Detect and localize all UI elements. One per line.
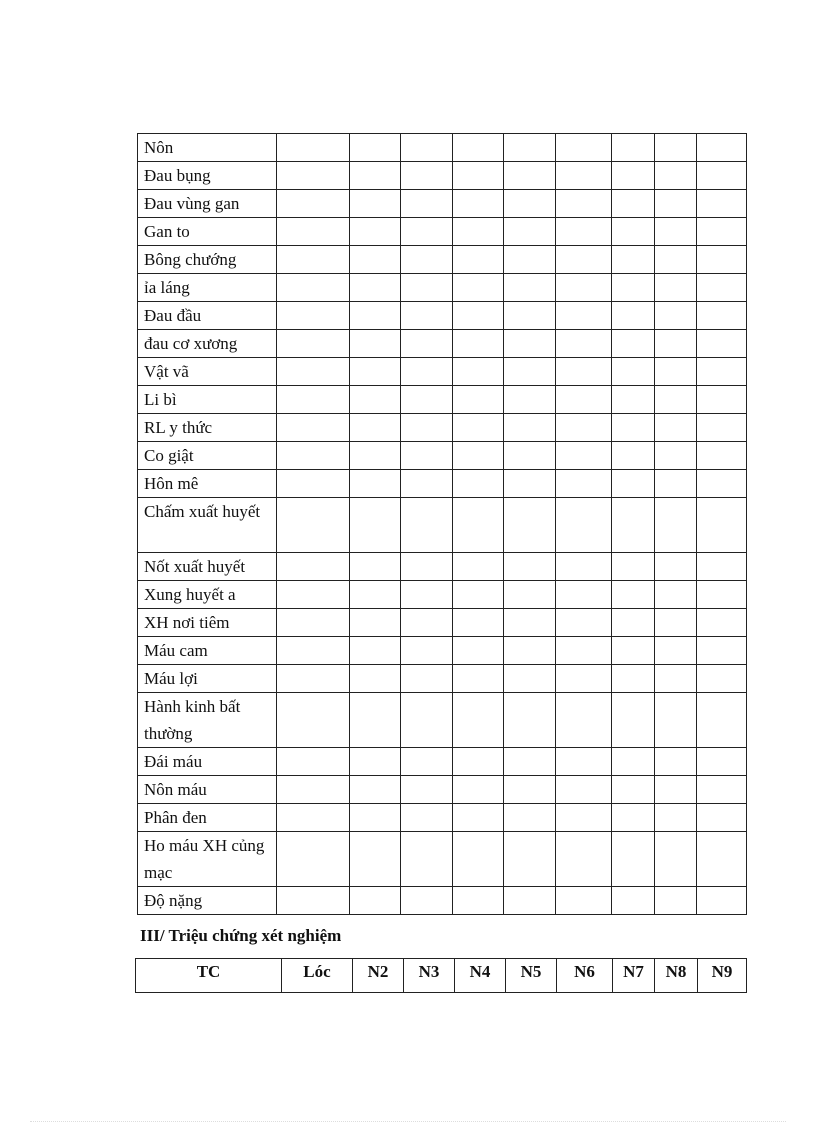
day-cell[interactable] (612, 608, 655, 636)
day-cell[interactable] (697, 747, 747, 775)
symptom-label: Độ nặng (138, 886, 277, 914)
day-cell[interactable] (504, 552, 556, 580)
day-cell[interactable] (277, 358, 350, 386)
day-cell[interactable] (453, 831, 504, 886)
day-cell[interactable] (277, 831, 350, 886)
symptom-label: Đau bụng (138, 162, 277, 190)
day-cell[interactable] (612, 747, 655, 775)
day-cell[interactable] (277, 498, 350, 553)
day-cell[interactable] (401, 886, 453, 914)
table-row (138, 330, 747, 358)
day-cell[interactable] (556, 664, 612, 692)
day-cell[interactable] (556, 414, 612, 442)
day-cell[interactable] (697, 831, 747, 886)
symptom-label: Hôn mê (138, 470, 277, 498)
day-cell[interactable] (277, 775, 350, 803)
day-cell[interactable] (504, 608, 556, 636)
day-cell[interactable] (655, 246, 697, 274)
day-cell[interactable] (350, 775, 401, 803)
table-row (138, 692, 747, 747)
table-row (138, 803, 747, 831)
day-cell[interactable] (350, 747, 401, 775)
day-cell[interactable] (453, 552, 504, 580)
day-cell[interactable] (453, 134, 504, 162)
day-cell[interactable] (612, 274, 655, 302)
table-row (138, 246, 747, 274)
day-cell[interactable] (655, 692, 697, 747)
table-row (138, 636, 747, 664)
day-cell[interactable] (504, 274, 556, 302)
day-cell[interactable] (350, 358, 401, 386)
lab-header-cell: N2 (353, 959, 404, 993)
day-cell[interactable] (401, 580, 453, 608)
day-cell[interactable] (612, 552, 655, 580)
day-cell[interactable] (504, 358, 556, 386)
day-cell[interactable] (504, 775, 556, 803)
day-cell[interactable] (612, 692, 655, 747)
day-cell[interactable] (697, 886, 747, 914)
day-cell[interactable] (697, 775, 747, 803)
day-cell[interactable] (697, 692, 747, 747)
day-cell[interactable] (504, 386, 556, 414)
day-cell[interactable] (277, 608, 350, 636)
day-cell[interactable] (277, 274, 350, 302)
day-cell[interactable] (612, 134, 655, 162)
symptom-label: Co giật (138, 442, 277, 470)
table-row (138, 580, 747, 608)
day-cell[interactable] (612, 580, 655, 608)
symptom-label: Máu lợi (138, 664, 277, 692)
day-cell[interactable] (556, 274, 612, 302)
day-cell[interactable] (504, 442, 556, 470)
day-cell[interactable] (556, 831, 612, 886)
day-cell[interactable] (556, 442, 612, 470)
day-cell[interactable] (350, 552, 401, 580)
day-cell[interactable] (697, 414, 747, 442)
day-cell[interactable] (655, 498, 697, 553)
day-cell[interactable] (453, 886, 504, 914)
day-cell[interactable] (612, 218, 655, 246)
day-cell[interactable] (401, 498, 453, 553)
day-cell[interactable] (277, 552, 350, 580)
day-cell[interactable] (350, 414, 401, 442)
day-cell[interactable] (697, 442, 747, 470)
day-cell[interactable] (655, 552, 697, 580)
day-cell[interactable] (504, 246, 556, 274)
day-cell[interactable] (655, 831, 697, 886)
section-heading: III/ Triệu chứng xét nghiệm (140, 926, 342, 945)
day-cell[interactable] (612, 831, 655, 886)
day-cell[interactable] (401, 831, 453, 886)
day-cell[interactable] (612, 302, 655, 330)
day-cell[interactable] (697, 552, 747, 580)
symptom-label: đau cơ xương (138, 330, 277, 358)
day-cell[interactable] (277, 414, 350, 442)
day-cell[interactable] (401, 775, 453, 803)
day-cell[interactable] (697, 386, 747, 414)
day-cell[interactable] (556, 692, 612, 747)
day-cell[interactable] (277, 692, 350, 747)
day-cell[interactable] (504, 414, 556, 442)
table-row (138, 747, 747, 775)
symptom-label: Chấm xuất huyết (138, 498, 277, 553)
table-row (138, 386, 747, 414)
table-row (138, 218, 747, 246)
day-cell[interactable] (697, 274, 747, 302)
day-cell[interactable] (655, 608, 697, 636)
symptom-label: RL y thức (138, 414, 277, 442)
day-cell[interactable] (556, 302, 612, 330)
day-cell[interactable] (277, 134, 350, 162)
lab-header-cell: N3 (404, 959, 455, 993)
day-cell[interactable] (401, 134, 453, 162)
day-cell[interactable] (556, 386, 612, 414)
table-row (138, 190, 747, 218)
lab-header-cell: N9 (698, 959, 747, 993)
day-cell[interactable] (655, 470, 697, 498)
day-cell[interactable] (350, 190, 401, 218)
day-cell[interactable] (697, 134, 747, 162)
lab-header-row (136, 959, 747, 993)
day-cell[interactable] (504, 580, 556, 608)
symptom-label: Đau đầu (138, 302, 277, 330)
table-row (138, 442, 747, 470)
day-cell[interactable] (350, 246, 401, 274)
day-cell[interactable] (697, 246, 747, 274)
symptom-label: Phân đen (138, 803, 277, 831)
day-cell[interactable] (612, 190, 655, 218)
symptom-label: Máu cam (138, 636, 277, 664)
day-cell[interactable] (277, 886, 350, 914)
day-cell[interactable] (504, 134, 556, 162)
day-cell[interactable] (697, 580, 747, 608)
day-cell[interactable] (453, 747, 504, 775)
symptom-label: Nốt xuất huyết (138, 552, 277, 580)
day-cell[interactable] (401, 386, 453, 414)
day-cell[interactable] (556, 498, 612, 553)
day-cell[interactable] (401, 414, 453, 442)
table-row (138, 608, 747, 636)
day-cell[interactable] (350, 886, 401, 914)
day-cell[interactable] (453, 775, 504, 803)
day-cell[interactable] (655, 386, 697, 414)
day-cell[interactable] (655, 747, 697, 775)
lab-header-cell: N4 (455, 959, 506, 993)
lab-header-cell: N7 (613, 959, 655, 993)
day-cell[interactable] (556, 190, 612, 218)
day-cell[interactable] (277, 162, 350, 190)
day-cell[interactable] (504, 162, 556, 190)
day-cell[interactable] (612, 246, 655, 274)
day-cell[interactable] (556, 803, 612, 831)
day-cell[interactable] (350, 580, 401, 608)
day-cell[interactable] (655, 190, 697, 218)
day-cell[interactable] (556, 886, 612, 914)
day-cell[interactable] (655, 886, 697, 914)
day-cell[interactable] (453, 274, 504, 302)
table-row (138, 664, 747, 692)
day-cell[interactable] (612, 162, 655, 190)
day-cell[interactable] (453, 692, 504, 747)
day-cell[interactable] (453, 664, 504, 692)
table-row (138, 775, 747, 803)
day-cell[interactable] (453, 218, 504, 246)
table-row (138, 886, 747, 914)
day-cell[interactable] (655, 775, 697, 803)
lab-header-cell: N6 (557, 959, 613, 993)
lab-header-cell: N8 (655, 959, 698, 993)
symptom-label: Nôn (138, 134, 277, 162)
day-cell[interactable] (697, 636, 747, 664)
day-cell[interactable] (401, 552, 453, 580)
day-cell[interactable] (453, 190, 504, 218)
day-cell[interactable] (453, 470, 504, 498)
table-row (138, 358, 747, 386)
day-cell[interactable] (350, 803, 401, 831)
day-cell[interactable] (655, 636, 697, 664)
day-cell[interactable] (277, 386, 350, 414)
day-cell[interactable] (655, 414, 697, 442)
day-cell[interactable] (453, 498, 504, 553)
day-cell[interactable] (401, 442, 453, 470)
lab-header-cell: Lóc (282, 959, 353, 993)
day-cell[interactable] (453, 580, 504, 608)
table-row (138, 162, 747, 190)
day-cell[interactable] (277, 664, 350, 692)
day-cell[interactable] (655, 664, 697, 692)
day-cell[interactable] (697, 470, 747, 498)
day-cell[interactable] (277, 747, 350, 775)
symptom-label: Li bì (138, 386, 277, 414)
table-row (138, 498, 747, 553)
table-row (138, 414, 747, 442)
table-row (138, 552, 747, 580)
day-cell[interactable] (504, 886, 556, 914)
day-cell[interactable] (697, 803, 747, 831)
table-row (138, 302, 747, 330)
day-cell[interactable] (556, 608, 612, 636)
day-cell[interactable] (504, 803, 556, 831)
day-cell[interactable] (655, 803, 697, 831)
symptom-label: Ho máu XH củng mạc (138, 831, 277, 886)
day-cell[interactable] (612, 664, 655, 692)
day-cell[interactable] (504, 831, 556, 886)
day-cell[interactable] (401, 246, 453, 274)
day-cell[interactable] (556, 330, 612, 358)
symptom-table (137, 133, 747, 915)
day-cell[interactable] (277, 580, 350, 608)
day-cell[interactable] (655, 330, 697, 358)
day-cell[interactable] (401, 302, 453, 330)
day-cell[interactable] (556, 246, 612, 274)
day-cell[interactable] (504, 302, 556, 330)
day-cell[interactable] (277, 442, 350, 470)
day-cell[interactable] (401, 692, 453, 747)
day-cell[interactable] (277, 330, 350, 358)
day-cell[interactable] (612, 358, 655, 386)
lab-header-cell: N5 (506, 959, 557, 993)
day-cell[interactable] (401, 664, 453, 692)
day-cell[interactable] (612, 775, 655, 803)
symptom-label: XH nơi tiêm (138, 608, 277, 636)
day-cell[interactable] (453, 636, 504, 664)
day-cell[interactable] (401, 636, 453, 664)
day-cell[interactable] (556, 134, 612, 162)
day-cell[interactable] (612, 470, 655, 498)
day-cell[interactable] (350, 664, 401, 692)
day-cell[interactable] (556, 636, 612, 664)
table-row (138, 831, 747, 886)
day-cell[interactable] (401, 218, 453, 246)
day-cell[interactable] (556, 580, 612, 608)
day-cell[interactable] (401, 274, 453, 302)
lab-test-table (135, 958, 747, 993)
symptom-label: Vật vã (138, 358, 277, 386)
day-cell[interactable] (453, 162, 504, 190)
day-cell[interactable] (453, 803, 504, 831)
day-cell[interactable] (697, 162, 747, 190)
day-cell[interactable] (350, 442, 401, 470)
day-cell[interactable] (556, 358, 612, 386)
day-cell[interactable] (556, 162, 612, 190)
day-cell[interactable] (612, 386, 655, 414)
table-row (138, 470, 747, 498)
day-cell[interactable] (612, 886, 655, 914)
day-cell[interactable] (277, 246, 350, 274)
day-cell[interactable] (556, 747, 612, 775)
day-cell[interactable] (697, 190, 747, 218)
day-cell[interactable] (401, 470, 453, 498)
day-cell[interactable] (655, 134, 697, 162)
day-cell[interactable] (612, 498, 655, 553)
footer-rule (30, 1121, 786, 1122)
day-cell[interactable] (504, 747, 556, 775)
symptom-label: Bông chướng (138, 246, 277, 274)
day-cell[interactable] (556, 775, 612, 803)
day-cell[interactable] (453, 358, 504, 386)
day-cell[interactable] (350, 692, 401, 747)
symptom-label: ỉa láng (138, 274, 277, 302)
day-cell[interactable] (350, 470, 401, 498)
day-cell[interactable] (697, 218, 747, 246)
day-cell[interactable] (612, 636, 655, 664)
day-cell[interactable] (453, 386, 504, 414)
table-row (138, 274, 747, 302)
day-cell[interactable] (277, 470, 350, 498)
day-cell[interactable] (655, 162, 697, 190)
day-cell[interactable] (453, 442, 504, 470)
day-cell[interactable] (697, 664, 747, 692)
day-cell[interactable] (350, 608, 401, 636)
day-cell[interactable] (401, 330, 453, 358)
day-cell[interactable] (556, 552, 612, 580)
day-cell[interactable] (401, 803, 453, 831)
symptom-label: Hành kinh bất thường (138, 692, 277, 747)
day-cell[interactable] (697, 358, 747, 386)
day-cell[interactable] (612, 442, 655, 470)
day-cell[interactable] (401, 608, 453, 636)
day-cell[interactable] (277, 218, 350, 246)
day-cell[interactable] (401, 162, 453, 190)
day-cell[interactable] (655, 302, 697, 330)
symptom-label: Đái máu (138, 747, 277, 775)
symptom-table-body (138, 134, 747, 915)
day-cell[interactable] (277, 302, 350, 330)
day-cell[interactable] (697, 302, 747, 330)
day-cell[interactable] (504, 692, 556, 747)
day-cell[interactable] (504, 664, 556, 692)
day-cell[interactable] (697, 498, 747, 553)
day-cell[interactable] (655, 442, 697, 470)
symptom-label: Gan to (138, 218, 277, 246)
day-cell[interactable] (350, 330, 401, 358)
day-cell[interactable] (453, 246, 504, 274)
table-row (138, 134, 747, 162)
day-cell[interactable] (453, 330, 504, 358)
day-cell[interactable] (453, 414, 504, 442)
lab-header-cell: TC (136, 959, 282, 993)
day-cell[interactable] (612, 414, 655, 442)
symptom-label: Nôn máu (138, 775, 277, 803)
day-cell[interactable] (504, 636, 556, 664)
day-cell[interactable] (350, 636, 401, 664)
day-cell[interactable] (504, 190, 556, 218)
day-cell[interactable] (697, 330, 747, 358)
day-cell[interactable] (277, 636, 350, 664)
day-cell[interactable] (350, 134, 401, 162)
day-cell[interactable] (277, 803, 350, 831)
day-cell[interactable] (453, 608, 504, 636)
day-cell[interactable] (350, 162, 401, 190)
day-cell[interactable] (350, 218, 401, 246)
symptom-label: Đau vùng gan (138, 190, 277, 218)
day-cell[interactable] (504, 498, 556, 553)
day-cell[interactable] (556, 470, 612, 498)
day-cell[interactable] (401, 358, 453, 386)
day-cell[interactable] (453, 302, 504, 330)
day-cell[interactable] (350, 498, 401, 553)
day-cell[interactable] (504, 470, 556, 498)
day-cell[interactable] (612, 330, 655, 358)
day-cell[interactable] (697, 608, 747, 636)
day-cell[interactable] (350, 386, 401, 414)
day-cell[interactable] (556, 218, 612, 246)
symptom-label: Xung huyết a (138, 580, 277, 608)
day-cell[interactable] (655, 218, 697, 246)
day-cell[interactable] (655, 274, 697, 302)
day-cell[interactable] (350, 274, 401, 302)
day-cell[interactable] (504, 330, 556, 358)
day-cell[interactable] (401, 747, 453, 775)
day-cell[interactable] (350, 831, 401, 886)
day-cell[interactable] (655, 358, 697, 386)
day-cell[interactable] (350, 302, 401, 330)
day-cell[interactable] (655, 580, 697, 608)
day-cell[interactable] (612, 803, 655, 831)
day-cell[interactable] (401, 190, 453, 218)
day-cell[interactable] (277, 190, 350, 218)
day-cell[interactable] (504, 218, 556, 246)
